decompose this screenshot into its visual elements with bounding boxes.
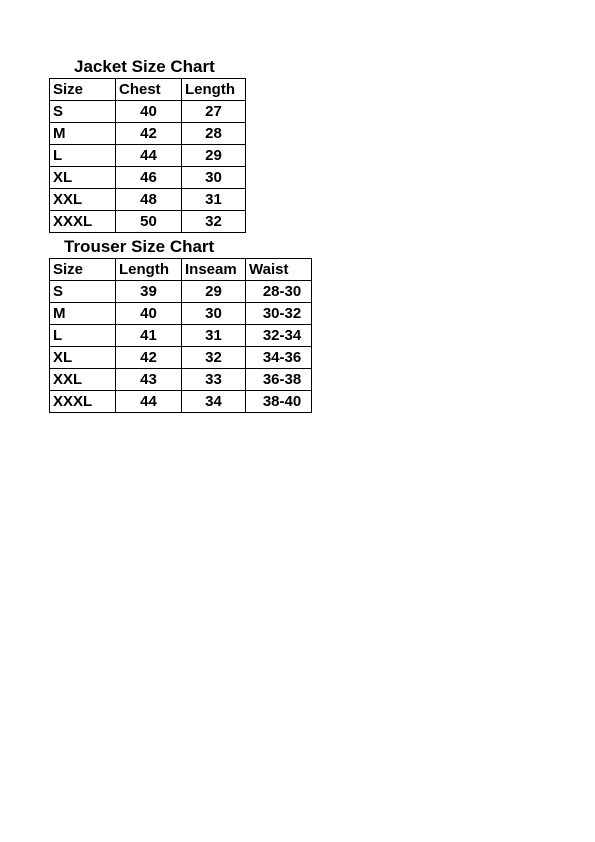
trouser-size-cell: XL bbox=[50, 347, 116, 369]
trouser-length-cell: 42 bbox=[116, 347, 182, 369]
trouser-header-waist: Waist bbox=[246, 259, 312, 281]
trouser-size-table bbox=[49, 258, 312, 413]
trouser-waist-cell: 32-34 bbox=[246, 325, 312, 347]
trouser-inseam-cell: 34 bbox=[182, 391, 246, 413]
jacket-size-table bbox=[49, 78, 246, 233]
trouser-header-row bbox=[50, 259, 312, 281]
trouser-inseam-cell: 32 bbox=[182, 347, 246, 369]
jacket-length-cell: 28 bbox=[182, 123, 246, 145]
trouser-size-cell: S bbox=[50, 281, 116, 303]
jacket-size-cell: XXXL bbox=[50, 211, 116, 233]
jacket-length-cell: 32 bbox=[182, 211, 246, 233]
table-row bbox=[50, 369, 312, 391]
jacket-chest-cell: 46 bbox=[116, 167, 182, 189]
trouser-header-size: Size bbox=[50, 259, 116, 281]
table-row bbox=[50, 325, 312, 347]
trouser-header-length: Length bbox=[116, 259, 182, 281]
jacket-size-chart-title: Jacket Size Chart bbox=[74, 57, 215, 76]
trouser-inseam-cell: 31 bbox=[182, 325, 246, 347]
trouser-length-cell: 41 bbox=[116, 325, 182, 347]
table-row bbox=[50, 189, 246, 211]
jacket-size-cell: XL bbox=[50, 167, 116, 189]
table-row bbox=[50, 391, 312, 413]
trouser-size-cell: XXL bbox=[50, 369, 116, 391]
table-row bbox=[50, 167, 246, 189]
trouser-waist-cell: 28-30 bbox=[246, 281, 312, 303]
table-row bbox=[50, 101, 246, 123]
trouser-size-cell: XXXL bbox=[50, 391, 116, 413]
table-row bbox=[50, 281, 312, 303]
trouser-inseam-cell: 30 bbox=[182, 303, 246, 325]
trouser-inseam-cell: 29 bbox=[182, 281, 246, 303]
trouser-length-cell: 39 bbox=[116, 281, 182, 303]
jacket-size-cell: XXL bbox=[50, 189, 116, 211]
table-row bbox=[50, 347, 312, 369]
trouser-waist-cell: 34-36 bbox=[246, 347, 312, 369]
jacket-chest-cell: 48 bbox=[116, 189, 182, 211]
jacket-chest-cell: 42 bbox=[116, 123, 182, 145]
jacket-header-size: Size bbox=[50, 79, 116, 101]
jacket-size-cell: M bbox=[50, 123, 116, 145]
jacket-header-row bbox=[50, 79, 246, 101]
table-row bbox=[50, 303, 312, 325]
trouser-header-inseam: Inseam bbox=[182, 259, 246, 281]
trouser-waist-cell: 36-38 bbox=[246, 369, 312, 391]
jacket-chest-cell: 40 bbox=[116, 101, 182, 123]
trouser-length-cell: 43 bbox=[116, 369, 182, 391]
jacket-header-chest: Chest bbox=[116, 79, 182, 101]
jacket-size-cell: L bbox=[50, 145, 116, 167]
trouser-length-cell: 40 bbox=[116, 303, 182, 325]
trouser-size-cell: M bbox=[50, 303, 116, 325]
jacket-length-cell: 27 bbox=[182, 101, 246, 123]
trouser-waist-cell: 38-40 bbox=[246, 391, 312, 413]
trouser-size-chart-title: Trouser Size Chart bbox=[64, 237, 215, 256]
jacket-length-cell: 30 bbox=[182, 167, 246, 189]
table-row bbox=[50, 123, 246, 145]
jacket-length-cell: 29 bbox=[182, 145, 246, 167]
table-row bbox=[50, 211, 246, 233]
trouser-length-cell: 44 bbox=[116, 391, 182, 413]
jacket-chest-cell: 44 bbox=[116, 145, 182, 167]
trouser-waist-cell: 30-32 bbox=[246, 303, 312, 325]
table-row bbox=[50, 145, 246, 167]
trouser-inseam-cell: 33 bbox=[182, 369, 246, 391]
jacket-header-length: Length bbox=[182, 79, 246, 101]
jacket-chest-cell: 50 bbox=[116, 211, 182, 233]
jacket-length-cell: 31 bbox=[182, 189, 246, 211]
trouser-size-cell: L bbox=[50, 325, 116, 347]
jacket-size-cell: S bbox=[50, 101, 116, 123]
